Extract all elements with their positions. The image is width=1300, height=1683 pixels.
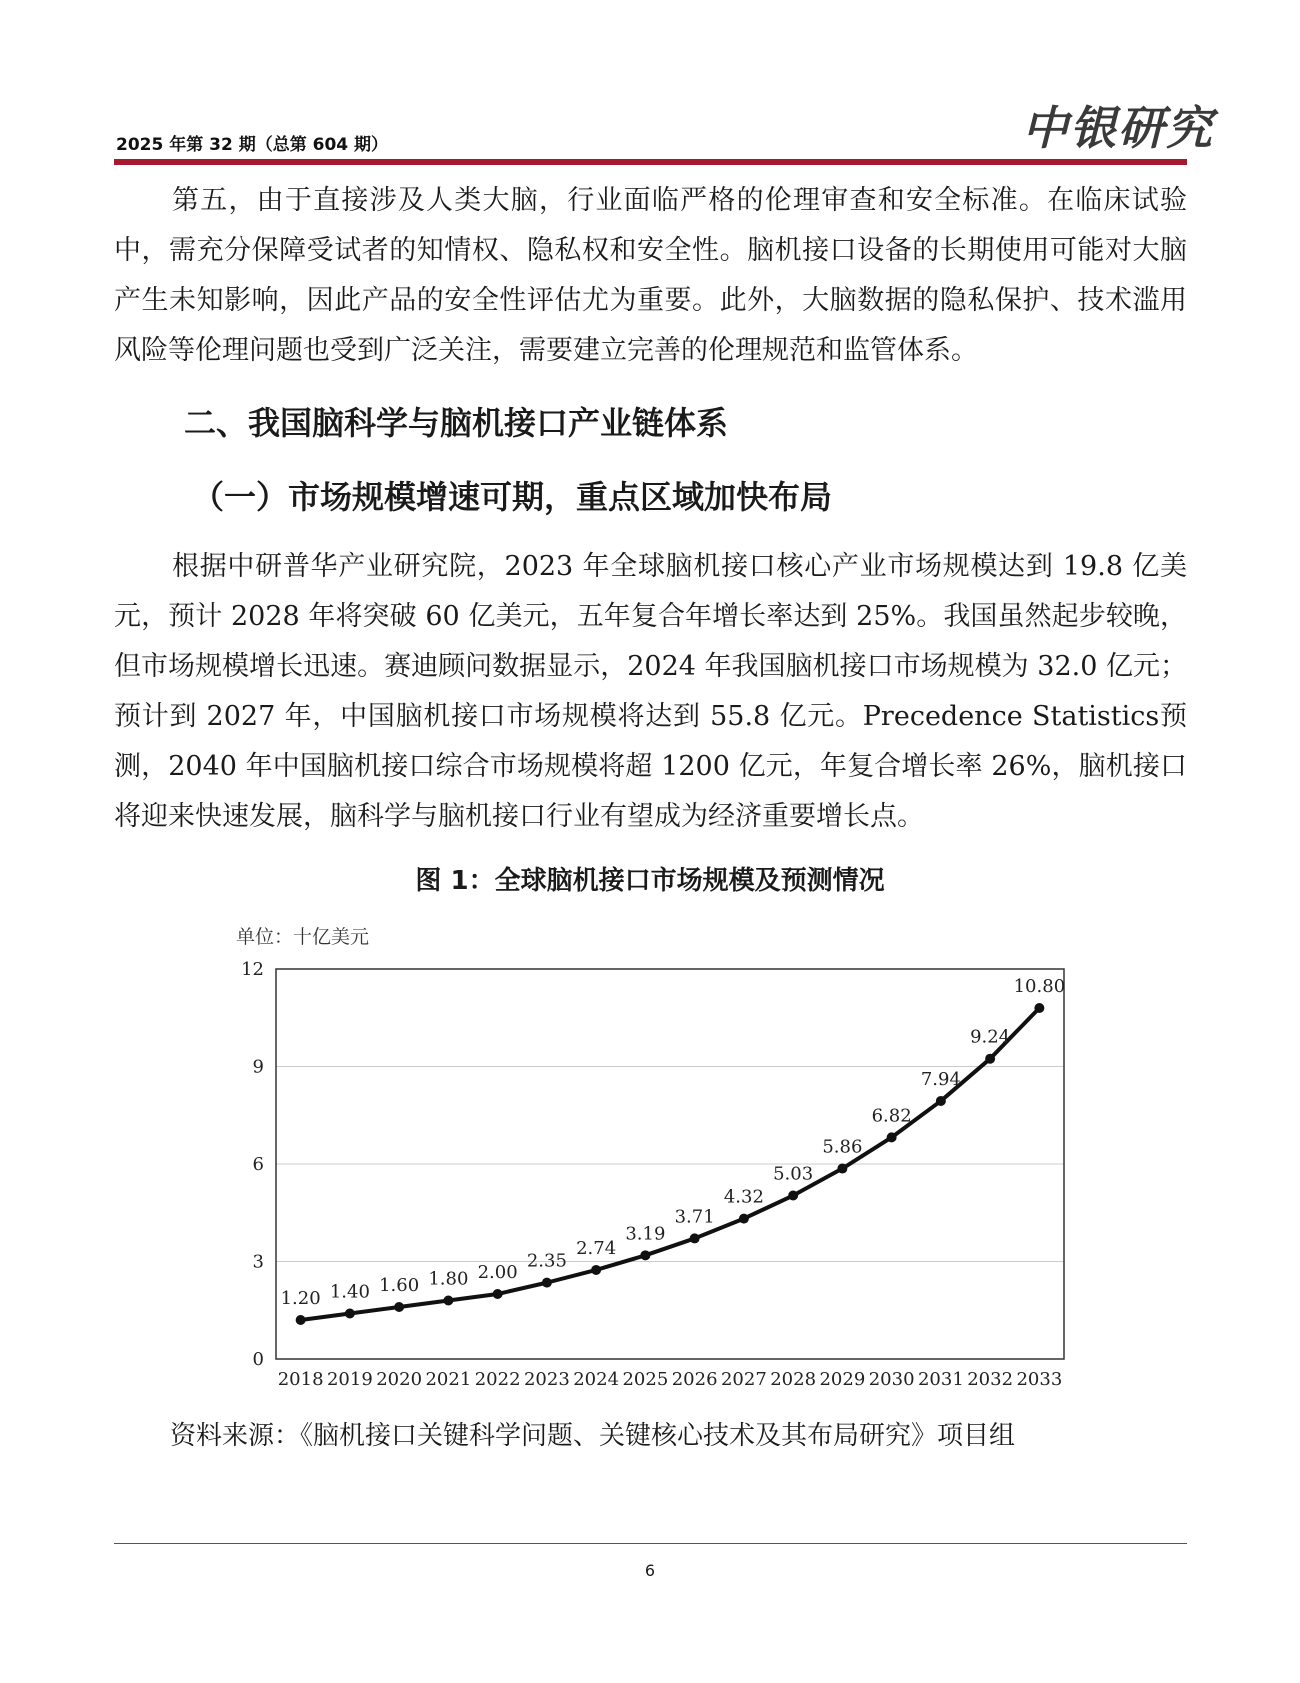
data-point bbox=[739, 1214, 749, 1224]
y-tick-label: 6 bbox=[252, 1154, 264, 1175]
data-point bbox=[640, 1250, 650, 1260]
data-label: 6.82 bbox=[871, 1105, 912, 1127]
y-tick-label: 0 bbox=[252, 1349, 264, 1370]
data-point bbox=[296, 1315, 306, 1325]
data-label: 1.60 bbox=[379, 1275, 420, 1296]
data-label: 9.24 bbox=[970, 1026, 1011, 1048]
x-tick-label: 2020 bbox=[376, 1369, 423, 1390]
figure-title: 图 1：全球脑机接口市场规模及预测情况 bbox=[415, 866, 885, 896]
issue-label: 2025 年第 32 期（总第 604 期） bbox=[116, 135, 389, 155]
data-label: 2.74 bbox=[576, 1237, 617, 1259]
data-point bbox=[1034, 1003, 1044, 1013]
market-size-chart bbox=[230, 955, 1080, 1395]
x-tick-label: 2019 bbox=[326, 1369, 373, 1390]
x-tick-label: 2033 bbox=[1016, 1369, 1063, 1390]
x-tick-label: 2031 bbox=[917, 1369, 964, 1390]
data-point bbox=[345, 1309, 355, 1319]
data-label: 4.32 bbox=[723, 1186, 764, 1208]
x-tick-label: 2024 bbox=[573, 1369, 620, 1390]
x-tick-label: 2029 bbox=[819, 1369, 866, 1390]
page-number: 6 bbox=[644, 1561, 656, 1580]
y-tick-label: 9 bbox=[252, 1056, 264, 1078]
data-point bbox=[837, 1164, 847, 1174]
header-divider bbox=[114, 159, 1187, 165]
subsection-heading: （一）市场规模增速可期，重点区域加快布局 bbox=[192, 478, 833, 516]
y-tick-label: 12 bbox=[241, 959, 264, 980]
data-point bbox=[936, 1096, 946, 1106]
data-point bbox=[985, 1054, 995, 1064]
paragraph-market: 根据中研普华产业研究院，2023 年全球脑机接口核心产业市场规模达到 19.8 亿美元，预计 2028 年将突破 60 亿美元，五年复合年增长率达到 25%。我国虽然起步较晚，但市场规模增长迅速。赛迪顾问数据显示，2024 年我国脑机接口市场规模为 32.0 亿元；预计到 2027 年，中国脑机接口市场规模将达到 55.8 亿元。Precedence Statistics预测，2040 年中国脑机接口综合市场规模将超 1200 亿元，年复合增长率 26%，脑机接口将迎来快速发展，脑科学与脑机接口行业有望成为经济重要增长点。 bbox=[114, 551, 1187, 832]
data-point bbox=[493, 1289, 503, 1299]
data-point bbox=[690, 1233, 700, 1243]
x-tick-label: 2032 bbox=[967, 1369, 1014, 1390]
data-label: 2.35 bbox=[526, 1250, 567, 1272]
x-tick-label: 2025 bbox=[622, 1369, 669, 1390]
data-label: 3.71 bbox=[674, 1206, 715, 1228]
x-tick-label: 2026 bbox=[671, 1369, 718, 1390]
data-label: 2.00 bbox=[477, 1262, 518, 1283]
data-point bbox=[788, 1191, 798, 1201]
paragraph-ethics: 第五，由于直接涉及人类大脑，行业面临严格的伦理审查和安全标准。在临床试验中，需充分保障受试者的知情权、隐私权和安全性。脑机接口设备的长期使用可能对大脑产生未知影响，因此产品的安全性评估尤为重要。此外，大脑数据的隐私保护、技术滥用风险等伦理问题也受到广泛关注，需要建立完善的伦理规范和监管体系。 bbox=[114, 185, 1187, 366]
x-tick-label: 2023 bbox=[523, 1369, 570, 1390]
data-point bbox=[443, 1296, 453, 1306]
data-label: 1.20 bbox=[280, 1288, 321, 1309]
y-tick-label: 3 bbox=[252, 1251, 264, 1273]
data-label: 1.80 bbox=[428, 1268, 469, 1290]
data-point bbox=[542, 1278, 552, 1288]
logo: 中银研究 bbox=[1022, 101, 1214, 155]
data-label: 7.94 bbox=[920, 1068, 961, 1090]
figure-source: 资料来源：《脑机接口关键科学问题、关键核心技术及其布局研究》项目组 bbox=[170, 1421, 1016, 1451]
data-label: 10.80 bbox=[1013, 976, 1066, 997]
data-label: 5.86 bbox=[822, 1136, 863, 1158]
x-tick-label: 2022 bbox=[474, 1369, 521, 1390]
x-tick-label: 2021 bbox=[425, 1369, 472, 1390]
data-label: 5.03 bbox=[773, 1163, 814, 1185]
chart-unit-label: 单位：十亿美元 bbox=[236, 926, 370, 948]
data-label: 1.40 bbox=[329, 1281, 370, 1303]
x-tick-label: 2028 bbox=[770, 1369, 817, 1390]
x-tick-label: 2027 bbox=[720, 1369, 767, 1390]
x-tick-label: 2018 bbox=[277, 1369, 324, 1390]
data-point bbox=[591, 1265, 601, 1275]
data-point bbox=[394, 1302, 404, 1312]
data-point bbox=[887, 1132, 897, 1142]
footer-divider bbox=[114, 1543, 1187, 1544]
x-tick-label: 2030 bbox=[868, 1369, 915, 1390]
section-heading: 二、我国脑科学与脑机接口产业链体系 bbox=[184, 404, 729, 442]
data-label: 3.19 bbox=[625, 1223, 666, 1245]
